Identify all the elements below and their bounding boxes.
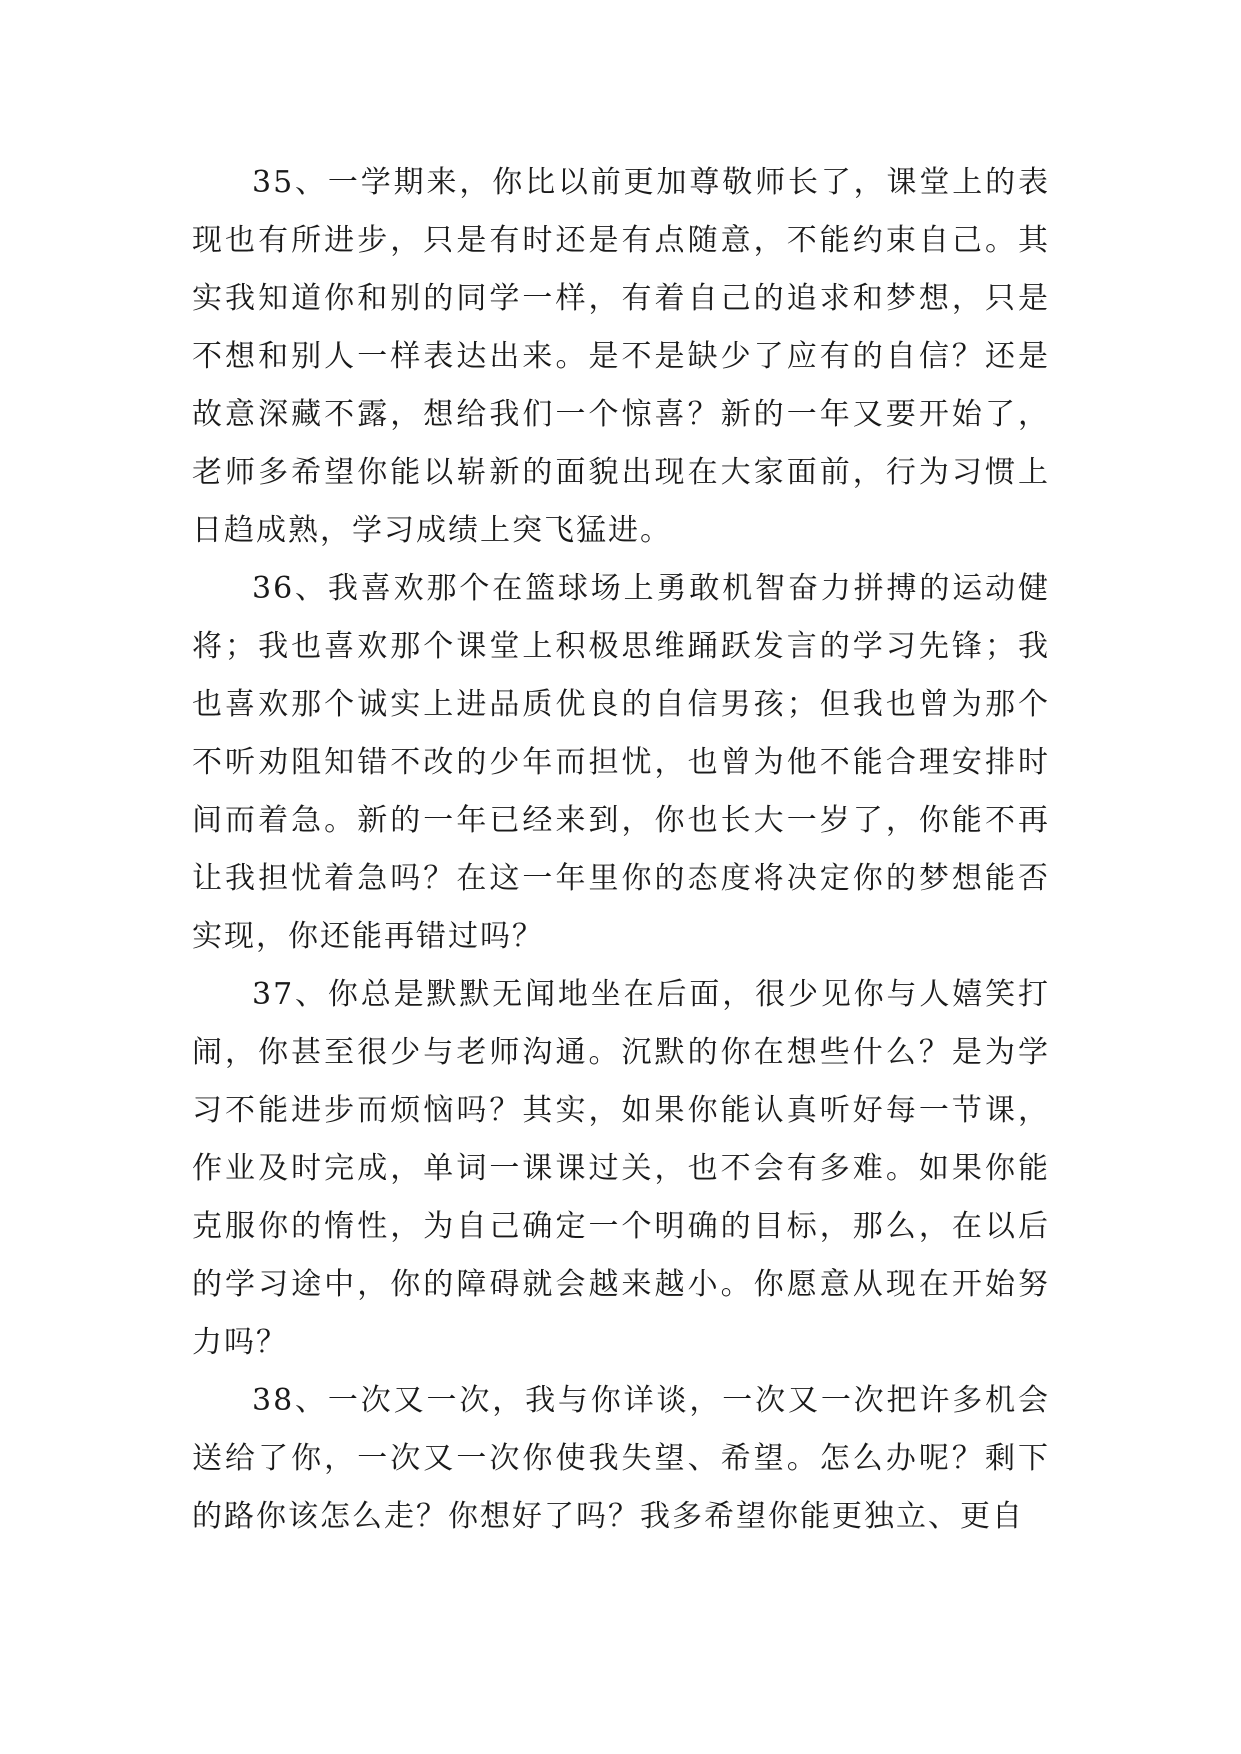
paragraph-37: 37、你总是默默无闻地坐在后面，很少见你与人嬉笑打闹，你甚至很少与老师沟通。沉默的你在想些什么？是为学习不能进步而烦恼吗？其实，如果你能认真听好每一节课，作业及时完成，单词一课课过关，也不会有多难。如果你能克服你的惰性，为自己确定一个明确的目标，那么，在以后的学习途中，你的障碍就会越来越小。你愿意从现在开始努力吗？ [192,977,1050,1360]
paragraph-36: 36、我喜欢那个在篮球场上勇敢机智奋力拼搏的运动健将；我也喜欢那个课堂上积极思维踊跃发言的学习先锋；我也喜欢那个诚实上进品质优良的自信男孩；但我也曾为那个不听劝阻知错不改的少年而担忧，也曾为他不能合理安排时间而着急。新的一年已经来到，你也长大一岁了，你能不再让我担忧着急吗？在这一年里你的态度将决定你的梦想能否实现，你还能再错过吗？ [192,571,1050,954]
document-body [192,154,1050,1546]
paragraph-35: 35、一学期来，你比以前更加尊敬师长了，课堂上的表现也有所进步，只是有时还是有点随意，不能约束自己。其实我知道你和别的同学一样，有着自己的追求和梦想，只是不想和别人一样表达出来。是不是缺少了应有的自信？还是故意深藏不露，想给我们一个惊喜？新的一年又要开始了，老师多希望你能以崭新的面貌出现在大家面前，行为习惯上日趋成熟，学习成绩上突飞猛进。 [192,165,1050,548]
paragraph-38: 38、一次又一次，我与你详谈，一次又一次把许多机会送给了你，一次又一次你使我失望、希望。怎么办呢？剩下的路你该怎么走？你想好了吗？我多希望你能更独立、更自 [192,1383,1050,1534]
